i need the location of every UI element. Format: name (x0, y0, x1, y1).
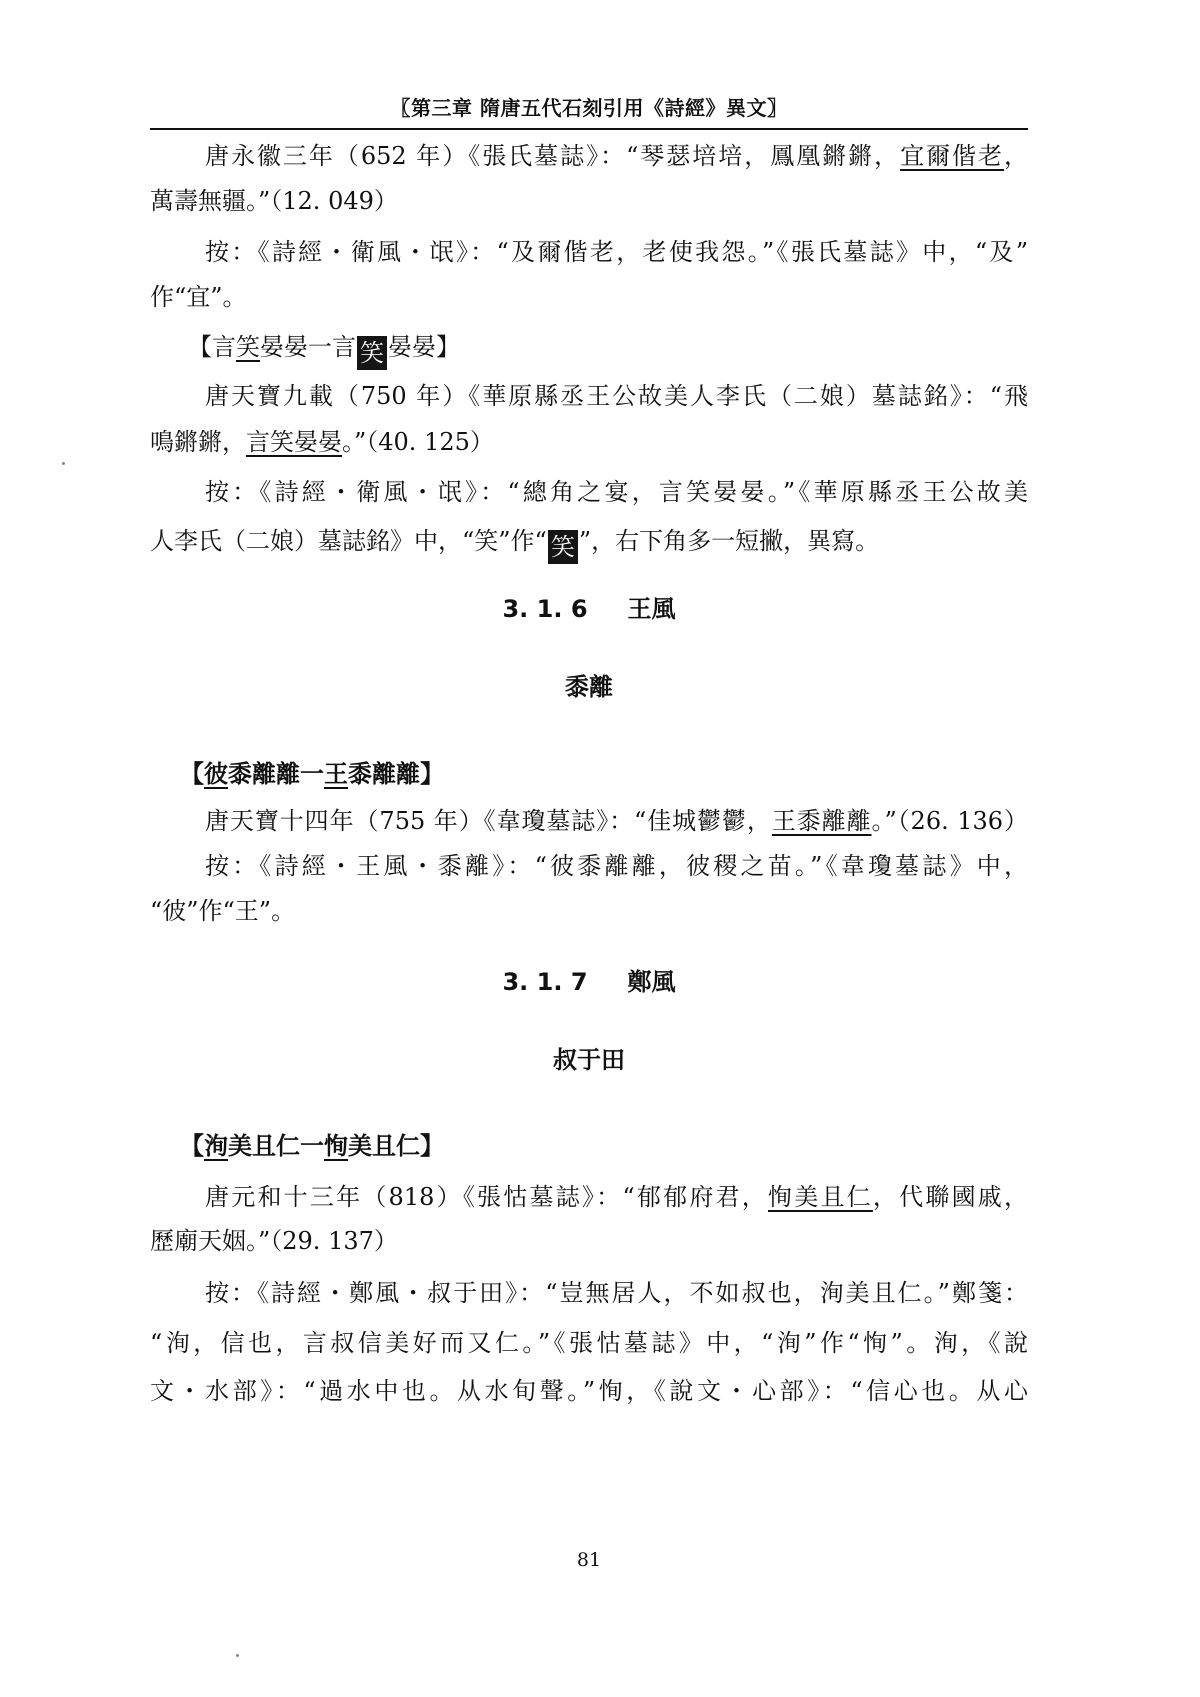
section-name: 鄭風 (627, 968, 676, 996)
text-run: 唐天寶十四年（755 年）《韋瓊墓誌》：“佳城鬱鬱， (205, 807, 772, 835)
text-run: 【 (180, 760, 204, 788)
note-line: 按：《詩經・王風・黍離》：“彼黍離離，彼稷之苗。”《韋瓊墓誌》中， (205, 852, 1028, 880)
running-header: 〖第三章 隋唐五代石刻引用《詩經》異文〗 (390, 96, 788, 120)
underlined-quote: 言笑晏晏 (246, 428, 342, 456)
text-run: 。”（26. 136） (871, 807, 1029, 835)
underlined-char: 恂 (324, 1132, 348, 1160)
paragraph-line (205, 806, 1028, 836)
section-heading (150, 594, 1028, 624)
text-run: 唐元和十三年（818）《張怙墓誌》：“郁郁府君， (205, 1183, 768, 1211)
paragraph-line: 唐天寶九載（750 年）《華原縣丞王公故美人李氏（二娘）墓誌銘》：“飛 (205, 382, 1028, 410)
scan-speck (236, 1654, 239, 1657)
paragraph-line (205, 1182, 1028, 1212)
text-run: 美且仁】 (348, 1132, 444, 1160)
rubbing-glyph-image: 笑 (548, 530, 578, 564)
page-number: 81 (576, 1549, 602, 1571)
text-run: ，代聯國戚， (872, 1183, 1029, 1211)
underlined-quote: 恂美且仁 (768, 1183, 873, 1211)
poem-title: 黍離 (565, 673, 613, 701)
text-run: ”，右下角多一短撇，異寫。 (578, 527, 880, 555)
text-run: ， (1004, 142, 1029, 170)
header-rule (150, 128, 1028, 130)
rubbing-glyph-image: 笑 (357, 336, 387, 370)
note-line: 按：《詩經・鄭風・叔于田》：“豈無居人，不如叔也，洵美且仁。”鄭箋： (205, 1279, 1028, 1307)
text-run: 黍離離一 (228, 760, 324, 788)
paragraph-line: 萬壽無疆。”（12. 049） (150, 187, 398, 215)
text-run: 。”（40. 125） (342, 428, 494, 456)
text-run: 【 (180, 1132, 204, 1160)
section-name: 王風 (627, 595, 676, 623)
section-number: 3. 1. 6 (502, 595, 588, 623)
note-line: 文・水部》：“過水中也。从水旬聲。”恂，《說文・心部》：“信心也。从心 (150, 1377, 1028, 1405)
text-run: 鳴鏘鏘， (150, 428, 246, 456)
paragraph-line (150, 427, 1028, 457)
paragraph-line: 歷廟天姻。”（29. 137） (150, 1227, 398, 1255)
text-run: 晏晏一言 (260, 333, 356, 361)
section-number: 3. 1. 7 (502, 968, 588, 996)
note-line (150, 526, 1028, 564)
paragraph-line (205, 141, 1028, 171)
variant-heading (180, 1131, 1058, 1161)
underlined-char: 王 (324, 760, 348, 788)
note-line: 按：《詩經・衛風・氓》：“總角之宴，言笑晏晏。”《華原縣丞王公故美 (205, 478, 1028, 506)
poem-title: 叔于田 (553, 1046, 625, 1074)
text-run: 晏晏】 (388, 333, 460, 361)
underlined-quote: 宜爾偕老 (900, 142, 1005, 170)
note-line: “彼”作“王”。 (150, 897, 296, 925)
note-line: 按：《詩經・衛風・氓》：“及爾偕老，老使我怨。”《張氏墓誌》中，“及” (205, 238, 1028, 266)
note-line: 作“宜”。 (150, 283, 247, 311)
note-line: “洵，信也，言叔信美好而又仁。”《張怙墓誌》中，“洵”作“恂”。洵，《說 (150, 1329, 1028, 1357)
text-run: 【言 (188, 333, 236, 361)
section-heading (150, 967, 1028, 997)
scan-speck (62, 462, 65, 465)
underlined-quote: 王黍離離 (771, 807, 872, 835)
text-run: 唐永徽三年（652 年）《張氏墓誌》：“琴瑟培培，鳳凰鏘鏘， (205, 142, 901, 170)
variant-heading (180, 759, 1058, 789)
underlined-char: 彼 (204, 760, 228, 788)
underlined-char: 笑 (236, 333, 260, 361)
text-run: 人李氏（二娘）墓誌銘》中，“笑”作“ (150, 527, 547, 555)
text-run: 黍離離】 (348, 760, 444, 788)
variant-heading (188, 332, 1066, 370)
text-run: 美且仁一 (228, 1132, 324, 1160)
underlined-char: 洵 (204, 1132, 228, 1160)
